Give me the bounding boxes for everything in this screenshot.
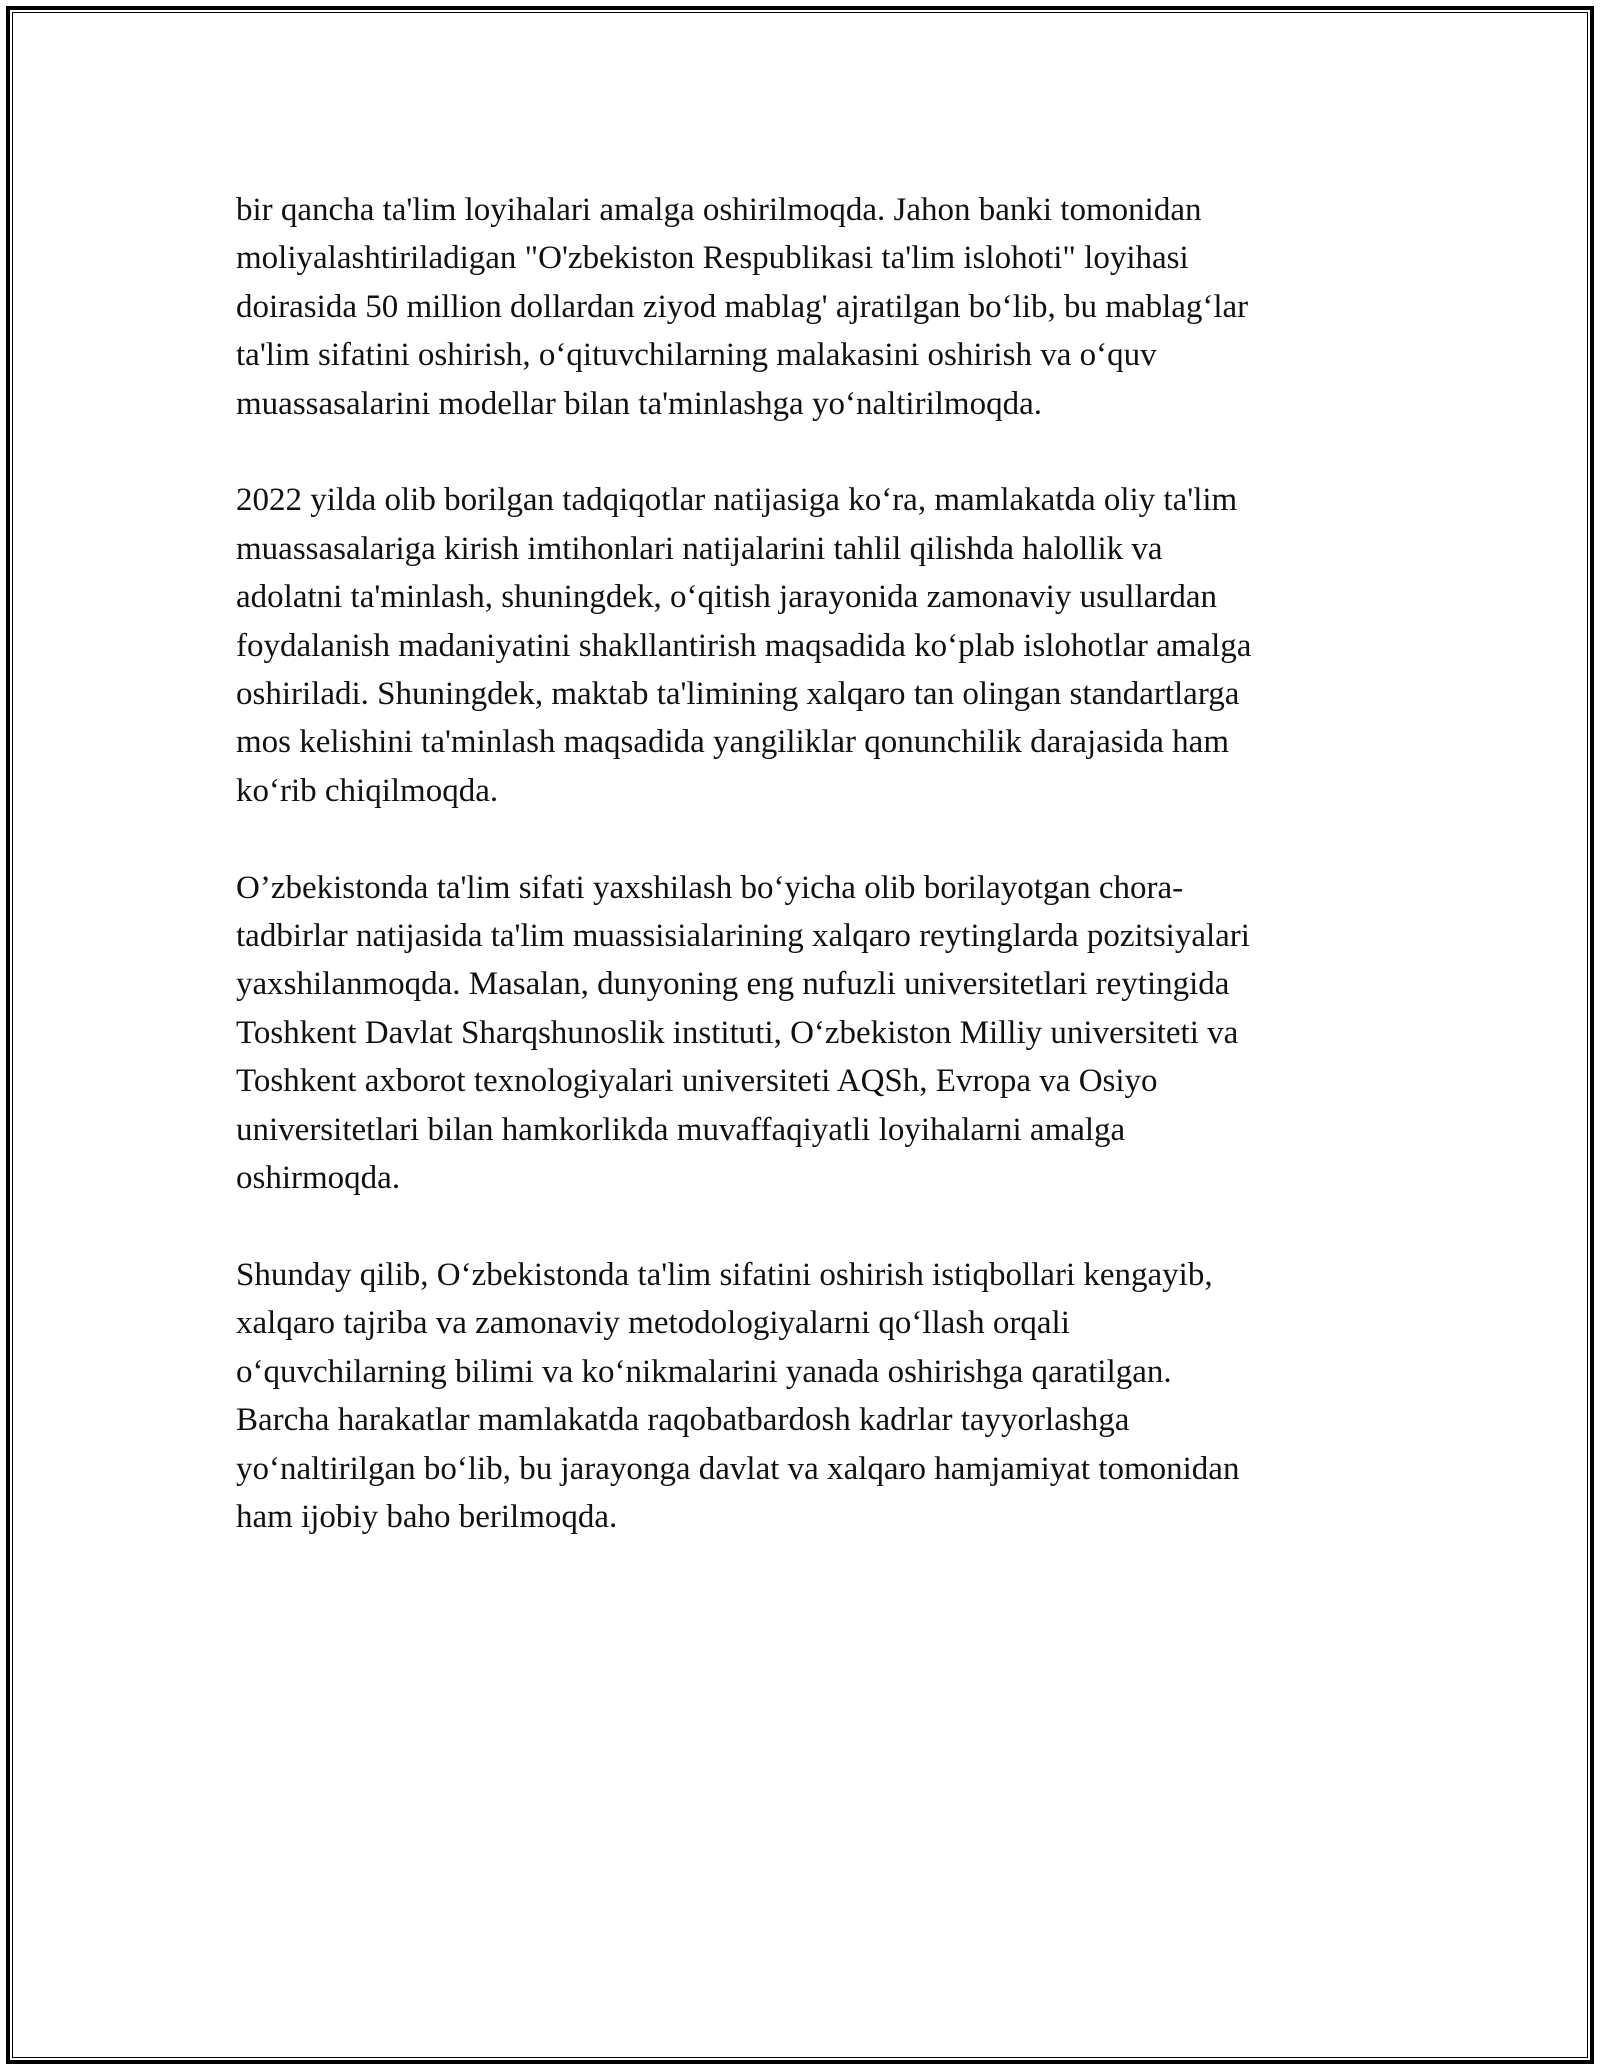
- paragraph-education-projects: bir qancha ta'lim loyihalari amalga oshirilmoqda. Jahon banki tomonidan moliyalashtiriladigan "O'zbekiston Respublikasi ta'lim islohoti" loyihasi doirasida 50 million dollardan ziyod mablag' ajratilgan bo‘lib, bu mablag‘lar ta'lim sifatini oshirish, o‘qituvchilarning malakasini oshirish va o‘quv muassasalarini modellar bilan ta'minlashga yo‘naltirilmoqda.: [236, 192, 1249, 422]
- paragraph-2022-research: 2022 yilda olib borilgan tadqiqotlar natijasiga ko‘ra, mamlakatda oliy ta'lim muassasalariga kirish imtihonlari natijalarini tahlil qilishda halollik va adolatni ta'minlash, shuningdek, o‘qitish jarayonida zamonaviy usullardan foydalanish madaniyatini shakllantirish maqsadida ko‘plab islohotlar amalga oshiriladi. Shuningdek, maktab ta'limining xalqaro tan olingan standartlarga mos kelishini ta'minlash maqsadida yangiliklar qonunchilik darajasida ham ko‘rib chiqilmoqda.: [236, 482, 1252, 809]
- paragraph-conclusion: Shunday qilib, O‘zbekistonda ta'lim sifatini oshirish istiqbollari kengayib, xalqaro tajriba va zamonaviy metodologiyalarni qo‘llash orqali o‘quvchilarning bilimi va ko‘nikmalarini yanada oshirishga qaratilgan. Barcha harakatlar mamlakatda raqobatbardosh kadrlar tayyorlashga yo‘naltirilgan bo‘lib, bu jarayonga davlat va xalqaro hamjamiyat tomonidan ham ijobiy baho berilmoqda.: [236, 1256, 1240, 1535]
- paragraph-international-rankings: O’zbekistonda ta'lim sifati yaxshilash bo‘yicha olib borilayotgan chora- tadbirlar natijasida ta'lim muassisialarining xalqaro reytinglarda pozitsiyalari yaxshilanmoqda. Masalan, dunyoning eng nufuzli universitetlari reytingida Toshkent Davlat Sharqshunoslik instituti, O‘zbekiston Milliy universiteti va Toshkent axborot texnologiyalari universiteti AQSh, Evropa va Osiyo universitetlari bilan hamkorlikda muvaffaqiyatli loyihalarni amalga oshirmoqda.: [236, 869, 1250, 1197]
- document-body: [236, 186, 1366, 1541]
